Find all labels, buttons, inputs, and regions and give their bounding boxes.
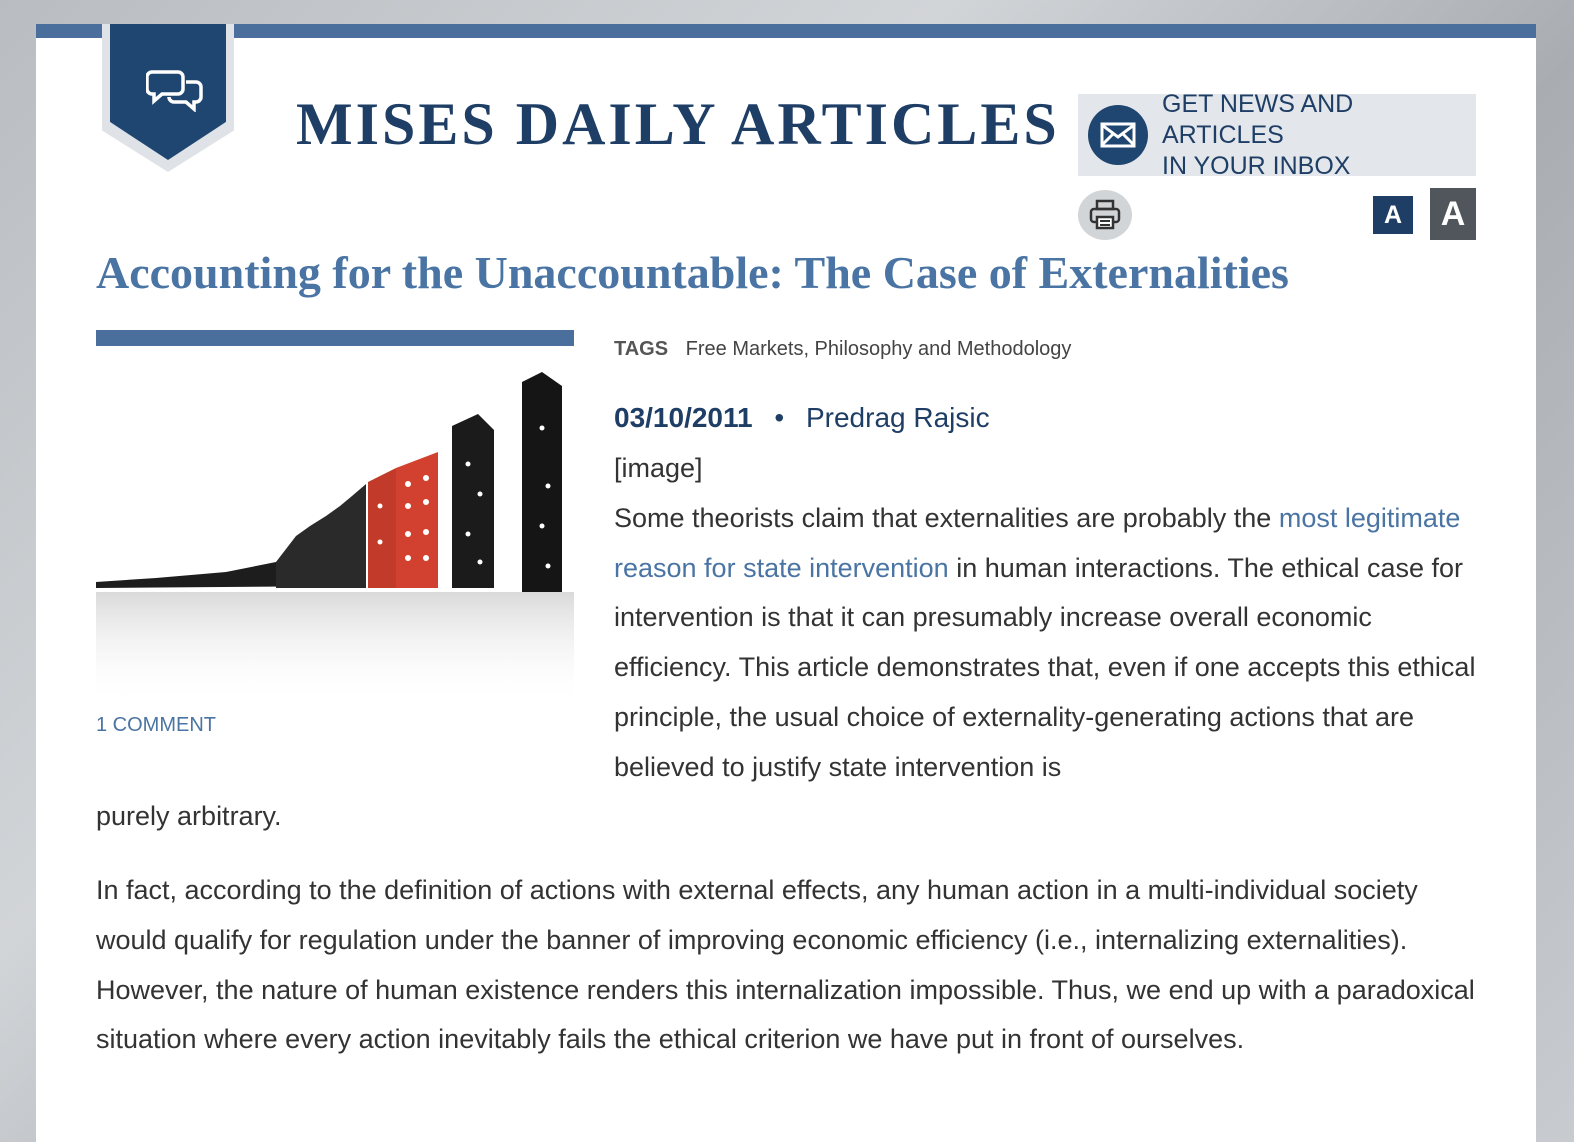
tags-row: [614, 338, 1071, 361]
publish-date: 03/10/2011: [614, 402, 753, 433]
comments-link[interactable]: 1 COMMENT: [96, 714, 216, 736]
newsletter-label: GET NEWS AND ARTICLES IN YOUR INBOX: [1162, 89, 1354, 180]
image-accent-bar: [96, 330, 574, 346]
image-placeholder: [image]: [614, 453, 703, 483]
article-panel: [36, 24, 1536, 1142]
paragraph-1-continuation: purely arbitrary.: [96, 801, 282, 831]
paragraph-1: Some theorists claim that externalities are probably the most legitimate reason for state intervention in human interactions. The ethical case for intervention is that it can presumably increase overall economic efficiency. This article demonstrates that, even if one accepts this ethical principle, the usual choice of externality-generating actions that are believed to justify state intervention is: [614, 502, 1476, 782]
article-intro: [614, 444, 1480, 793]
font-size-large-button[interactable]: A: [1430, 188, 1476, 240]
inline-link[interactable]: most legitimate reason for state intervention: [614, 502, 1461, 583]
print-button[interactable]: [1078, 190, 1132, 240]
chat-bubbles-icon: [146, 68, 204, 112]
mail-icon: [1088, 105, 1148, 165]
tags-links[interactable]: Free Markets, Philosophy and Methodology: [685, 338, 1072, 360]
site-title[interactable]: MISES DAILY ARTICLES: [296, 91, 1060, 157]
dominoes-image: [96, 366, 574, 706]
newsletter-signup-button[interactable]: [1078, 89, 1476, 180]
byline: [614, 402, 990, 434]
tags-label: TAGS: [614, 338, 669, 360]
printer-icon: [1088, 199, 1122, 231]
font-size-small-button[interactable]: A: [1373, 196, 1413, 234]
section-badge: [102, 24, 234, 172]
author-link[interactable]: Predrag Rajsic: [805, 402, 990, 433]
byline-separator: •: [774, 402, 785, 433]
article-title[interactable]: Accounting for the Unaccountable: The Case of Externalities: [96, 247, 1289, 298]
paragraph-2: In fact, according to the definition of actions with external effects, any human action in a multi-individual society would qualify for regulation under the banner of improving economic efficiency (i.e., internalizing externalities). However, the nature of human existence renders this internalization impossible. Thus, we end up with a paradoxical situation where every action inevitably fails the ethical criterion we have put in front of ourselves.: [96, 875, 1475, 1055]
